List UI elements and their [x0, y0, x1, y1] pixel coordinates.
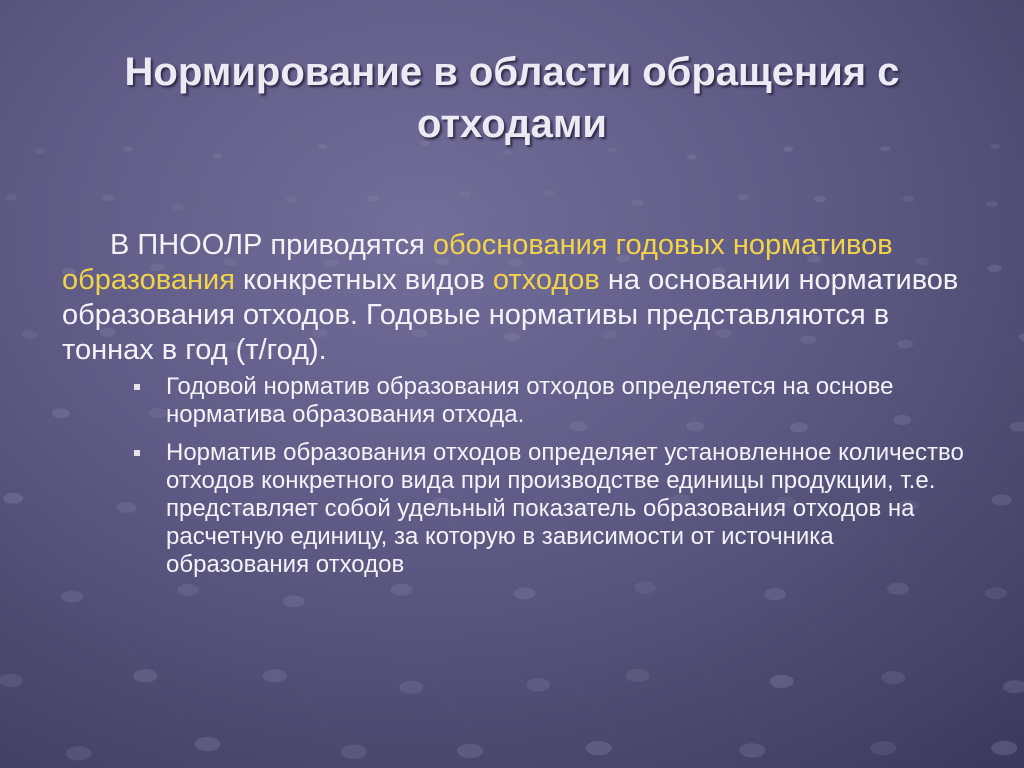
main-paragraph [62, 228, 982, 368]
background-dot [770, 675, 794, 688]
background-dot [400, 681, 424, 694]
background-line [0, 120, 80, 768]
background-dot [543, 190, 555, 197]
slide-title [40, 46, 984, 150]
background-dot [739, 743, 765, 757]
background-dot [631, 200, 643, 207]
background-dot [687, 154, 697, 160]
background-dot [212, 153, 222, 159]
paragraph-run-1: В ПНООЛР приводятся [110, 229, 433, 261]
paragraph-highlight-waste: отходов [492, 264, 600, 296]
background-dot [171, 204, 183, 211]
background-dot [988, 264, 1002, 272]
background-dot [870, 741, 896, 755]
background-dot [985, 587, 1007, 599]
background-dot [102, 194, 114, 201]
background-dot [367, 195, 379, 202]
square-bullet-icon [134, 384, 140, 390]
background-dot [514, 587, 536, 599]
background-dot [457, 744, 483, 758]
paragraph-highlight-justification: обоснования годовых нормативов образования [62, 229, 893, 296]
background-line [980, 120, 1024, 768]
background-dot [903, 196, 915, 203]
bullet-item-2 [130, 439, 980, 579]
bullet-list [130, 373, 980, 589]
background-dot [1019, 333, 1024, 342]
background-dot [66, 746, 92, 760]
background-dot [814, 196, 826, 203]
bullet-item-1 [130, 373, 980, 429]
background-dot [22, 330, 38, 339]
background-dot [502, 150, 512, 156]
background-dot [195, 737, 221, 751]
square-bullet-icon [134, 450, 140, 456]
background-dot [986, 201, 998, 208]
slide-title-line-2: отходами [417, 102, 607, 146]
paragraph-run-2: конкретных видов [234, 264, 493, 296]
background-dot [626, 669, 650, 682]
background-dot [881, 671, 905, 684]
background-dot [526, 678, 550, 691]
background-dot [5, 194, 17, 201]
background-dot [991, 741, 1017, 755]
paragraph-run-3: на основании нормативов образования отходов. Годовые нормативы представляются в тоннах в год (т/год). [62, 264, 959, 366]
background-dot [263, 669, 287, 682]
background-dot [3, 493, 23, 504]
background-dot [1003, 680, 1024, 693]
background-dot [738, 194, 750, 201]
background-dot [459, 191, 471, 198]
background-dot [992, 494, 1012, 505]
background-dot [61, 591, 83, 603]
background-dot [586, 741, 612, 755]
background-dot [52, 408, 70, 418]
background-dot [341, 745, 367, 759]
slide-title-line-1: Нормирование в области обращения с [124, 50, 900, 94]
background-dot [1010, 422, 1024, 432]
bullet-text-1: Годовой норматив образования отходов определяется на основе норматива образования отхода. [166, 373, 894, 428]
background-dot [283, 595, 305, 607]
background-dot [0, 674, 23, 687]
background-dot [286, 196, 298, 203]
bullet-text-2: Норматив образования отходов определяет установленное количество отходов конкретного вида при производстве единицы продукции, т.е. представляет собой удельный показатель образования отходов на расчетную единицу, за которую в зависимости от источника образования отходов [166, 439, 964, 578]
